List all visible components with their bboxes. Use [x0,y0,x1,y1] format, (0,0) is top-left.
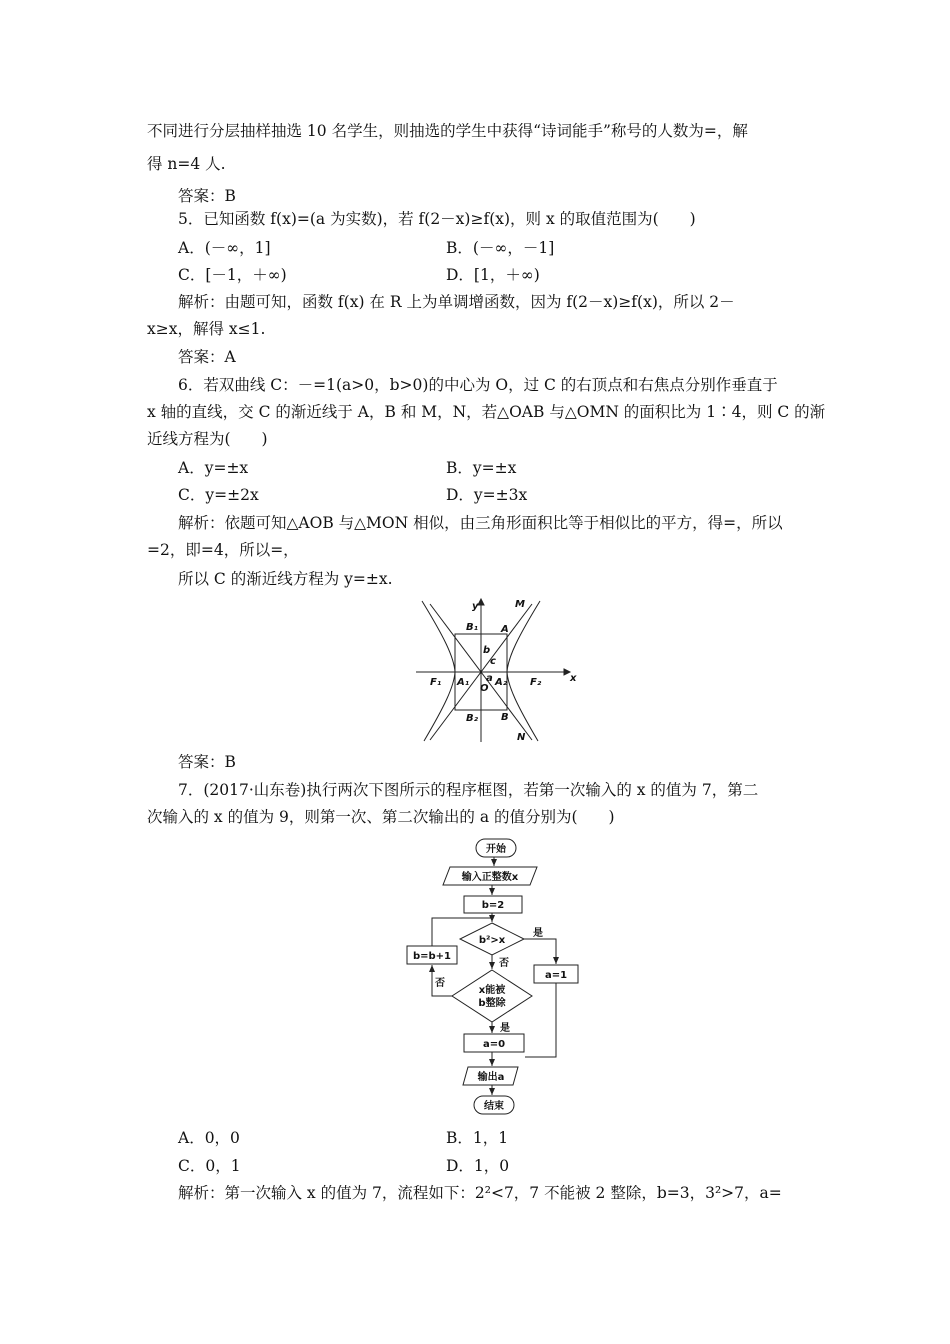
solution-5-cont: x≥x，解得 x≤1. [147,320,266,338]
inc-label: b=b+1 [412,951,452,962]
no1-label: 否 [499,958,509,969]
q7-option-d: D．1，0 [446,1157,510,1175]
label-A1: A₁ [457,677,470,688]
start-label: 开始 [486,844,506,855]
question-5: 5．已知函数 f(x)=(a 为实数)，若 f(2－x)≥f(x)，则 x 的取值范围为( ) [178,210,696,228]
question-7: 7．(2017·山东卷)执行两次下图所示的程序框图，若第一次输入的 x 的值为 7，第二 [178,781,759,799]
label-x: x [570,673,577,684]
yes1-label: 是 [533,928,543,939]
label-A: A [501,624,509,635]
hyperbola-figure [414,597,584,743]
label-a: a [486,673,493,684]
label-F2: F₂ [530,677,542,688]
cond2-label-1: x能被 [478,985,506,996]
solution-6-cont: 所以 C 的渐近线方程为 y=±x. [178,570,393,588]
question-6: 6．若双曲线 C：－=1(a>0，b>0)的中心为 O，过 C 的右顶点和右焦点分别作垂直于 [178,376,778,394]
label-c: c [490,656,496,667]
q5-option-a: A．(－∞，1] [178,239,271,257]
input-label: 输入正整数x [461,872,519,883]
no2-label: 否 [435,978,445,989]
answer-line: 答案：B [178,187,236,205]
end-label: 结束 [484,1101,504,1112]
y-axis-arrow [478,599,484,605]
question-6-cont: x 轴的直线，交 C 的渐近线于 A，B 和 M，N，若△OAB 与△OMN 的面积比为 1∶4，则 C 的渐 [147,403,826,421]
hyperbola-right-branch [507,601,540,741]
q6-option-c: C．y=±2x [178,486,259,504]
answer-5: 答案：A [178,348,236,366]
solution-6-cont: =2，即=4，所以=， [147,541,299,559]
label-A2: A₂ [495,677,508,688]
question-6-cont: 近线方程为( ) [147,430,268,448]
set1-label: a=1 [544,970,568,981]
q6-option-d: D．y=±3x [446,486,528,504]
answer-6: 答案：B [178,753,236,771]
label-F1: F₁ [430,677,442,688]
q7-option-c: C．0，1 [178,1157,241,1175]
text-line: 不同进行分层抽样抽选 10 名学生，则抽选的学生中获得“诗词能手”称号的人数为=，解 [147,122,748,140]
q7-option-b: B．1，1 [446,1129,509,1147]
label-b: b [483,645,491,656]
output-label: 输出a [477,1072,505,1083]
q7-option-a: A．0，0 [178,1129,240,1147]
yes2-label: 是 [500,1023,510,1034]
label-O: O [480,683,489,694]
init-label: b=2 [481,900,505,911]
label-N: N [517,732,526,743]
q6-option-a: A．y=±x [178,459,249,477]
hyperbola-left-branch [422,601,455,741]
cond1-label: b²>x [478,935,506,946]
text-line: 得 n=4 人. [147,155,226,173]
set0-label: a=0 [482,1039,506,1050]
label-B2: B₂ [466,713,479,724]
flowchart [400,836,600,1118]
q5-option-b: B．(－∞，－1] [446,239,555,257]
label-M: M [515,599,525,610]
q5-option-d: D．[1，＋∞) [446,266,540,284]
question-7-cont: 次输入的 x 的值为 9，则第一次、第二次输出的 a 的值分别为( ) [147,808,615,826]
q6-option-b: B．y=±x [446,459,517,477]
label-B: B [501,712,509,723]
label-y: y [472,601,479,612]
decision-divisible [452,970,532,1022]
q5-option-c: C．[－1，＋∞) [178,266,287,284]
label-B1: B₁ [466,622,479,633]
solution-6: 解析：依题可知△AOB 与△MON 相似，由三角形面积比等于相似比的平方，得=，所以 [178,514,783,532]
cond2-label-2: b整除 [478,998,506,1009]
solution-5: 解析：由题可知，函数 f(x) 在 R 上为单调增函数，因为 f(2－x)≥f(x)，所以 2－ [178,293,735,311]
solution-7: 解析：第一次输入 x 的值为 7，流程如下：2²<7，7 不能被 2 整除，b=3，3²>7，a= [178,1184,782,1202]
